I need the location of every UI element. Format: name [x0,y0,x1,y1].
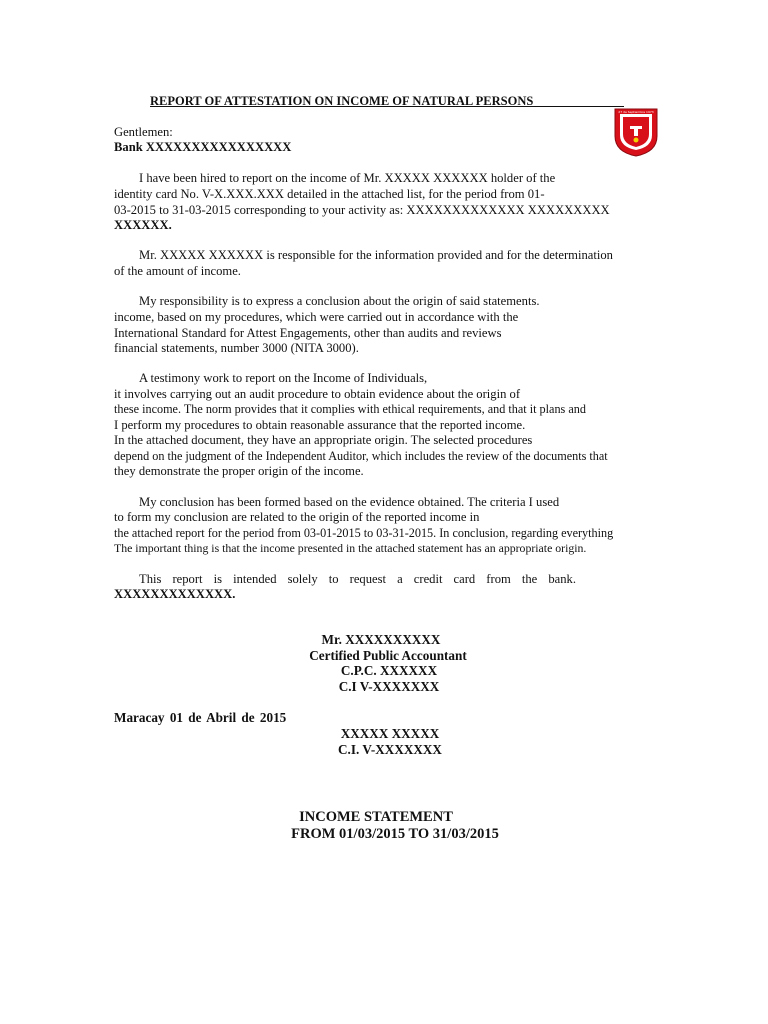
accountant-role: Certified Public Accountant [309,648,467,663]
paragraph-2-line-2: of the amount of income. [114,264,241,278]
paragraph-1-line-2: identity card No. V-X.XXX.XXX detailed in the attached list, for the period from 01- [114,187,545,201]
paragraph-5-line-2: to form my conclusion are related to the origin of the reported income in [114,510,480,524]
paragraph-4-line-3: these income. The norm provides that it complies with ethical requirements, and that it plans and [114,402,586,416]
paragraph-1-line-3: 03-2015 to 31-03-2015 corresponding to your activity as: XXXXXXXXXXXXX XXXXXXXXX [114,203,610,217]
paragraph-3-line-1: My responsibility is to express a conclusion about the origin of said statements. [139,294,540,308]
place-date: Maracay 01 de Abril de 2015 [114,710,287,725]
statement-period: FROM 01/03/2015 TO 31/03/2015 [291,826,499,842]
paragraph-2-line-1: Mr. XXXXX XXXXXX is responsible for the information provided and for the determination [139,248,613,262]
svg-text:27 de Septiembre 1973: 27 de Septiembre 1973 [618,110,654,114]
paragraph-4-line-7: they demonstrate the proper origin of the income. [114,464,364,478]
title-underline-rule [527,106,624,107]
accountant-name: Mr. XXXXXXXXXX [321,632,441,647]
paragraph-3-line-3: International Standard for Attest Engagements, other than audits and reviews [114,326,502,340]
accountant-ci: C.I V-XXXXXXX [338,679,440,694]
statement-heading: INCOME STATEMENT [299,809,453,825]
paragraph-3-line-2: income, based on my procedures, which were carried out in accordance with the [114,310,519,324]
paragraph-4-line-5: In the attached document, they have an appropriate origin. The selected procedures [114,433,533,447]
accountant-cpc: C.P.C. XXXXXX [340,663,438,678]
paragraph-4-line-2: it involves carrying out an audit procedure to obtain evidence about the origin of [114,387,521,401]
paragraph-5-line-4: The important thing is that the income presented in the attached statement has an appropriate origin. [114,541,587,555]
paragraph-1-line-1: I have been hired to report on the income of Mr. XXXXX XXXXXX holder of the [139,171,556,185]
seal-icon [612,106,660,158]
paragraph-4-line-4: I perform my procedures to obtain reasonable assurance that the reported income. [114,418,526,432]
college-seal-logo [612,106,660,158]
paragraph-5-line-3: the attached report for the period from 03-01-2015 to 03-31-2015. In conclusion, regarding everything [114,526,614,540]
paragraph-6-line-1: This report is intended solely to request a credit card from the bank. [139,572,576,586]
report-title: REPORT OF ATTESTATION ON INCOME OF NATURAL PERSONS [150,94,534,108]
paragraph-6-tail: XXXXXXXXXXXXX. [114,587,236,601]
paragraph-4-line-6: depend on the judgment of the Independent Auditor, which includes the review of the documents that [114,449,608,463]
salutation: Gentlemen: [114,125,173,139]
paragraph-1-tail: XXXXXX. [114,218,172,232]
addressee: Bank XXXXXXXXXXXXXXXX [114,140,292,154]
paragraph-5-line-1: My conclusion has been formed based on the evidence obtained. The criteria I used [139,495,560,509]
client-name: XXXXX XXXXX [340,726,440,741]
paragraph-4-line-1: A testimony work to report on the Income of Individuals, [139,371,428,385]
paragraph-3-line-4: financial statements, number 3000 (NITA 3000). [114,341,359,355]
client-ci: C.I. V-XXXXXXX [338,742,442,757]
